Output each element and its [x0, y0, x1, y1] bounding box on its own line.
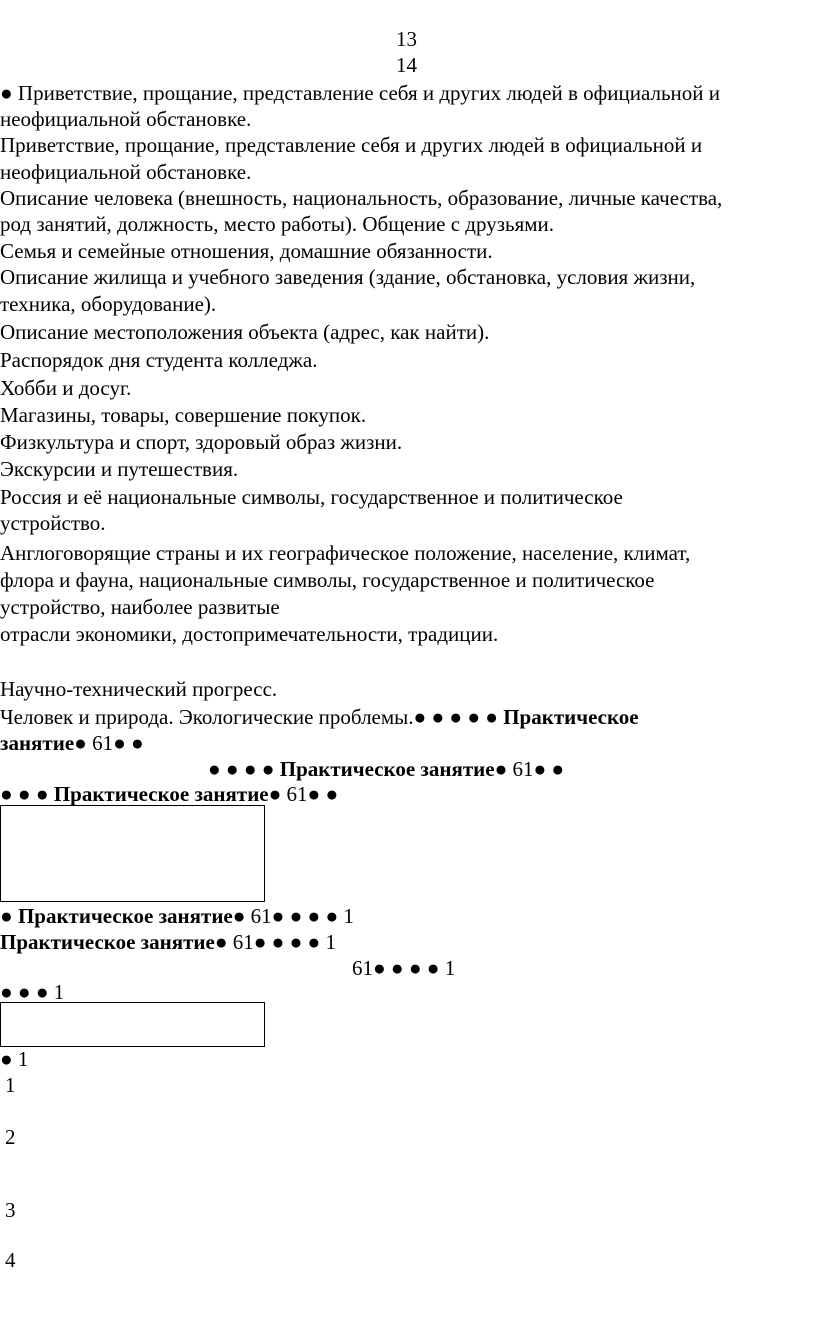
text-line: неофициальной обстановке. [0, 160, 252, 184]
text-line: Описание местоположения объекта (адрес, как найти). [0, 320, 490, 344]
text-line: ● Приветствие, прощание, представление себя и других людей в официальной и [0, 81, 720, 105]
text-line: Физкультура и спорт, здоровый образ жизни. [0, 430, 403, 454]
text-line: Англоговорящие страны и их географическое положение, население, климат, [0, 541, 691, 565]
number-marker: 3 [5, 1198, 16, 1222]
text-line: отрасли экономики, достопримечательности, традиции. [0, 622, 499, 646]
text-run: Человек и природа. Экологические проблемы.● ● ● ● ● [0, 705, 504, 729]
text-line: флора и фауна, национальные символы, государственное и политическое [0, 568, 655, 592]
text-line: Приветствие, прощание, представление себя и других людей в официальной и [0, 133, 703, 157]
text-line: техника, оборудование). [0, 292, 217, 316]
practical-lesson-label: Практическое [503, 705, 639, 729]
practical-lesson-label: занятие [0, 731, 75, 755]
practical-lesson-label: Практическое занятие [53, 782, 269, 806]
text-line: Хобби и досуг. [0, 376, 132, 400]
text-line: Экскурсии и путешествия. [0, 457, 239, 481]
text-line: неофициальной обстановке. [0, 107, 252, 131]
text-line: 61● ● ● ● 1 [352, 956, 456, 980]
text-run: ● 61● ● ● ● 1 [232, 904, 354, 928]
text-line [0, 730, 144, 756]
text-run: ● 61● ● [268, 782, 339, 806]
text-run: ● [0, 904, 18, 928]
text-line: устройство. [0, 511, 106, 535]
text-line: Научно-технический прогресс. [0, 677, 278, 701]
number-marker: 1 [5, 1073, 16, 1097]
text-line [0, 781, 338, 807]
text-run: ● 61● ● ● ● 1 [214, 930, 336, 954]
text-line [0, 704, 639, 730]
text-line: Описание жилища и учебного заведения (здание, обстановка, условия жизни, [0, 265, 696, 289]
empty-box [0, 1002, 265, 1047]
text-line: Магазины, товары, совершение покупок. [0, 403, 367, 427]
text-line: ● ● ● 1 [0, 980, 65, 1004]
practical-lesson-label: Практическое занятие [0, 930, 215, 954]
practical-lesson-label: Практическое занятие [17, 904, 233, 928]
text-line [208, 756, 564, 782]
number-marker: 4 [5, 1248, 16, 1272]
text-line: Описание человека (внешность, национальность, образование, личные качества, [0, 186, 723, 210]
text-run: ● ● ● [0, 782, 54, 806]
text-line: род занятий, должность, место работы). Общение с друзьями. [0, 212, 555, 236]
text-line: устройство, наиболее развитые [0, 595, 280, 619]
text-line: Россия и её национальные символы, государственное и политическое [0, 485, 623, 509]
page-number: 13 [396, 27, 417, 51]
text-run: ● ● ● ● [208, 757, 280, 781]
text-line [0, 903, 354, 929]
text-line: ● 1 [0, 1047, 29, 1071]
text-line: Семья и семейные отношения, домашние обязанности. [0, 239, 493, 263]
text-line [0, 929, 336, 955]
empty-box [0, 805, 265, 902]
text-line: Распорядок дня студента колледжа. [0, 348, 318, 372]
practical-lesson-label: Практическое занятие [279, 757, 495, 781]
text-run: ● 61● ● [74, 731, 144, 755]
number-marker: 2 [5, 1125, 16, 1149]
page-number: 14 [396, 53, 417, 77]
text-run: ● 61● ● [494, 757, 565, 781]
